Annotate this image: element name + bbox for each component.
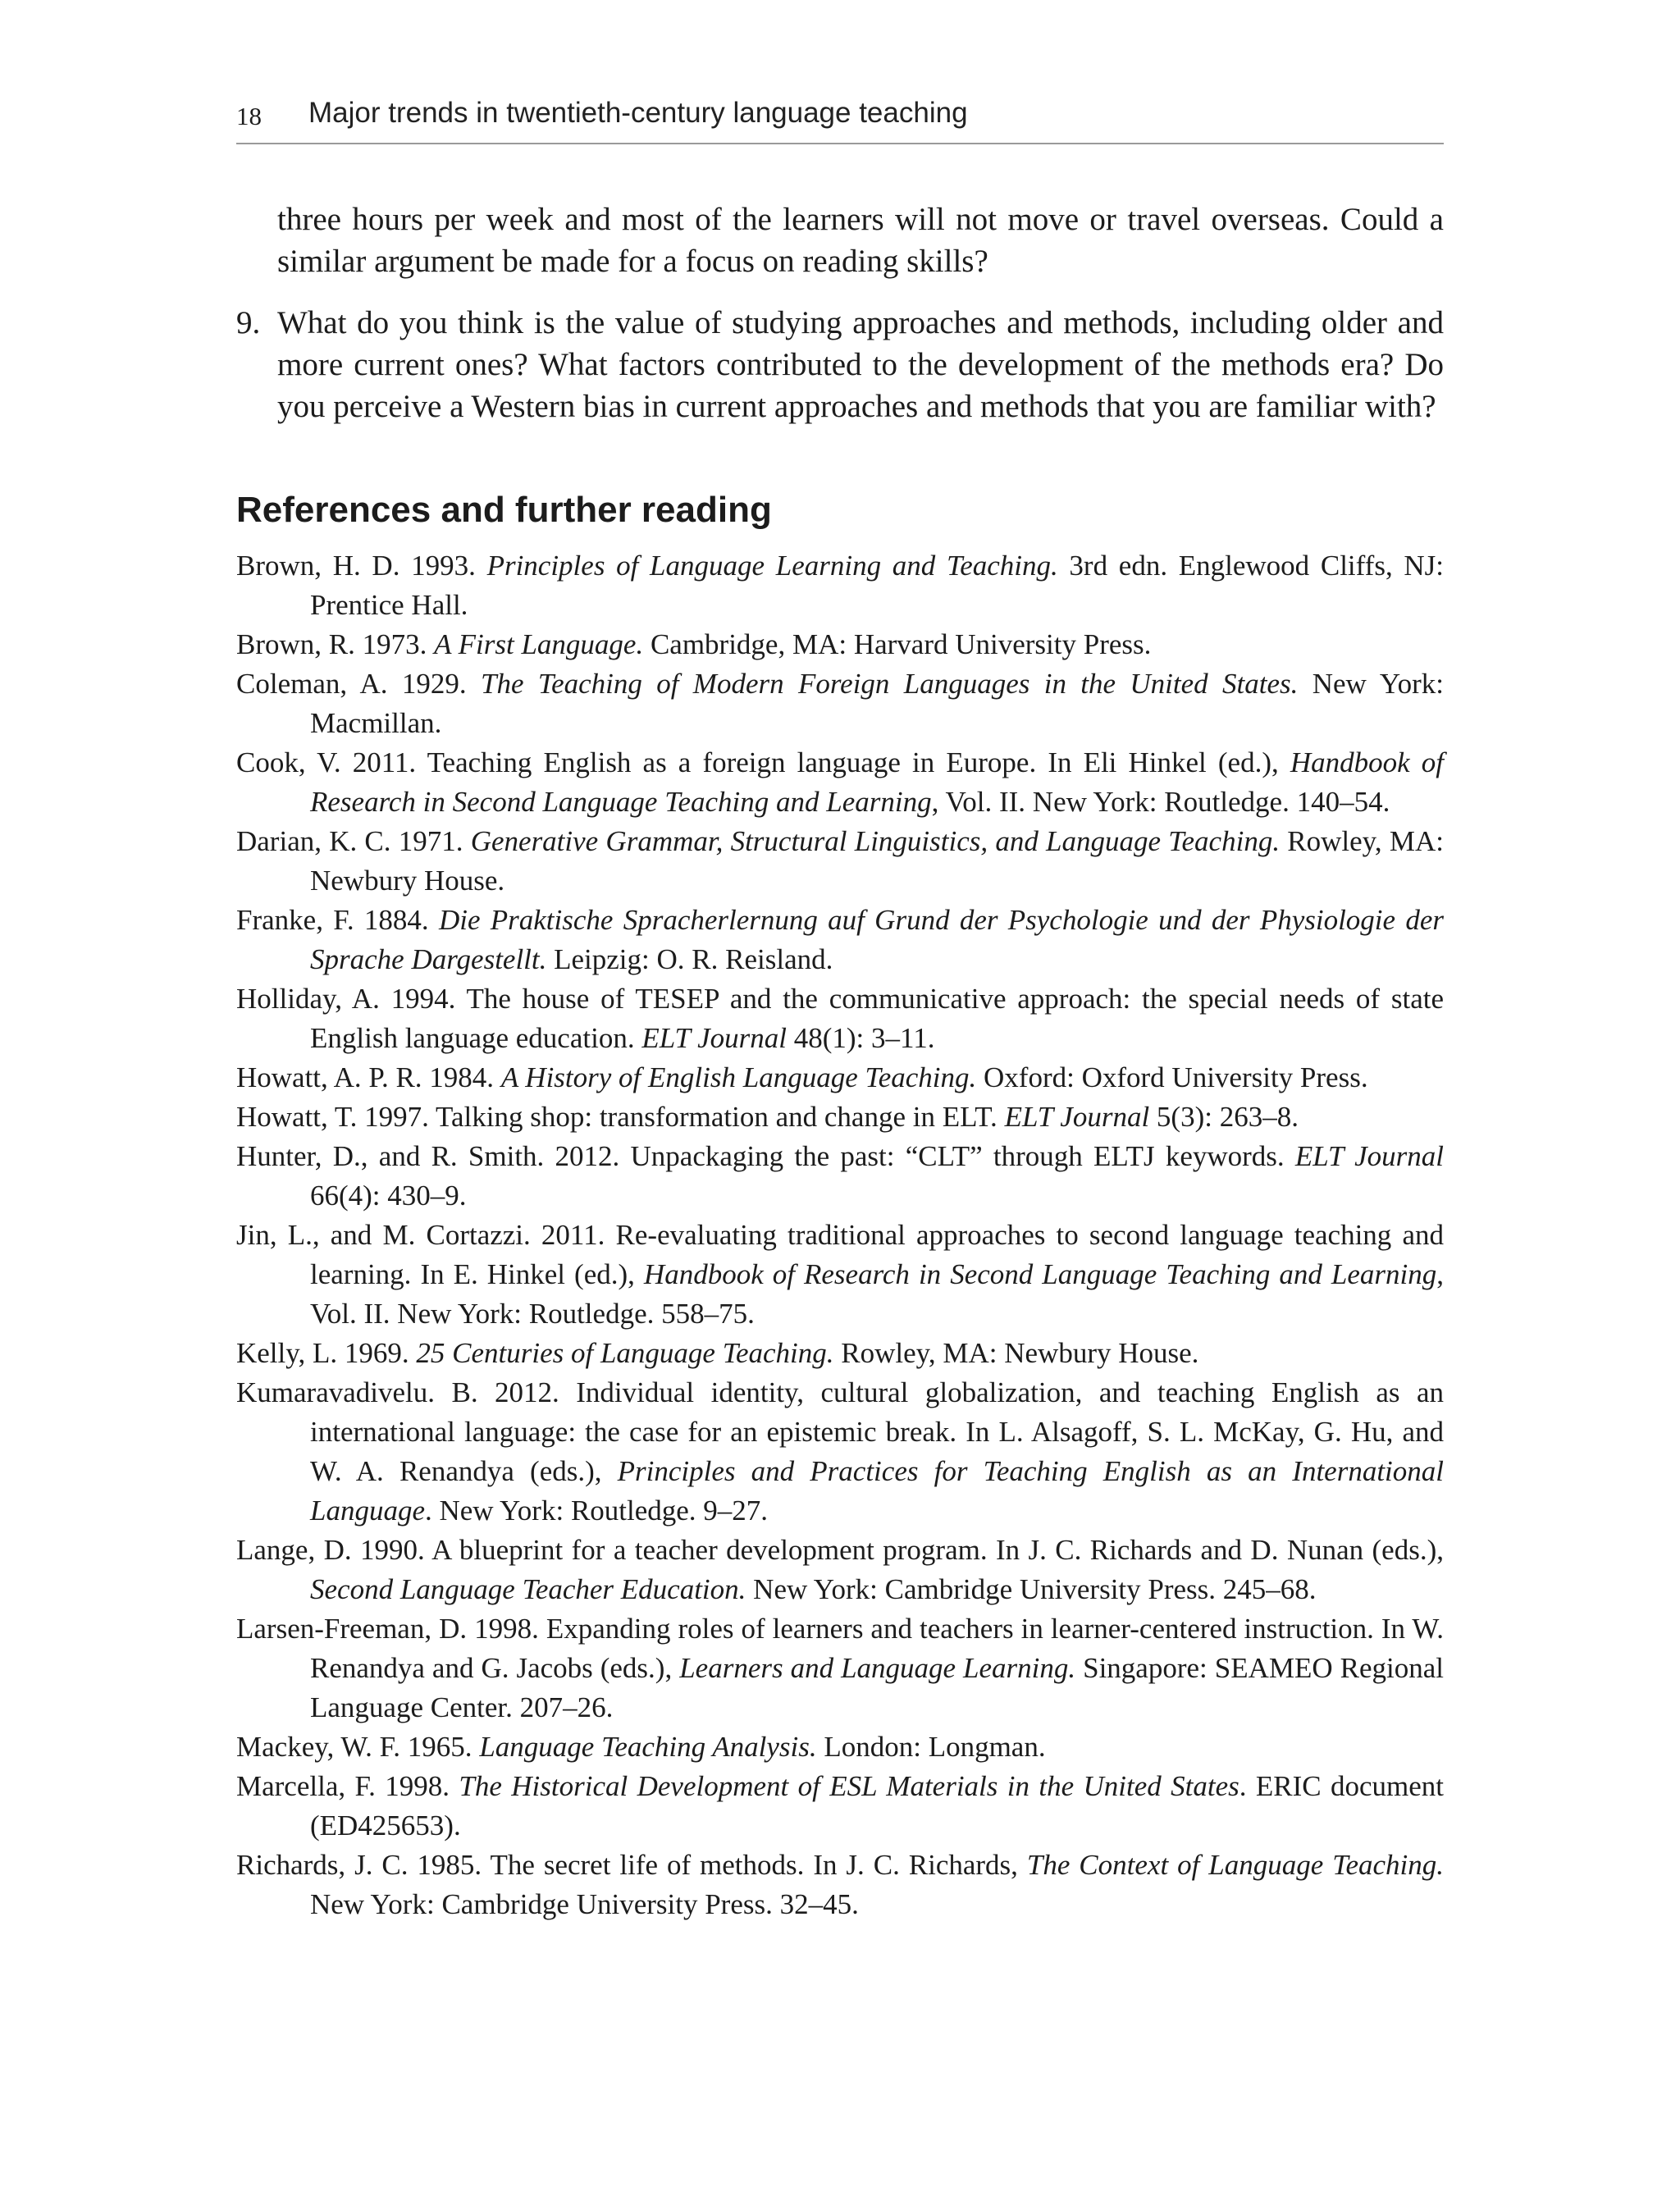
reference-text: . ERIC document (ED425653). [310, 1770, 1444, 1841]
question-continuation: three hours per week and most of the learners will not move or travel overseas. Could a similar argument be made for a focus on reading skills? [277, 202, 1444, 279]
reference-text: London: Longman. [816, 1731, 1046, 1763]
page-number: 18 [236, 102, 262, 130]
reference-text: Holliday, A. 1994. The house of TESEP and the communicative approach: the special needs of state English language education. [236, 983, 1444, 1054]
reference-text: Brown, R. 1973. [236, 628, 435, 660]
reference-entry [236, 901, 1444, 979]
running-header [236, 97, 1444, 144]
question-text: What do you think is the value of studying approaches and methods, including older and more current ones? What factors contributed to the development of the methods era? Do you perceive a Western bias in current approaches and methods that you are familiar with? [277, 305, 1444, 424]
reference-text: Darian, K. C. 1971. [236, 825, 471, 857]
reference-entry [236, 1216, 1444, 1334]
reference-text: Mackey, W. F. 1965. [236, 1731, 480, 1763]
reference-title: Generative Grammar, Structural Linguistics, and Language Teaching. [470, 825, 1281, 857]
reference-text: Rowley, MA: Newbury House. [833, 1337, 1199, 1369]
reference-text: . New York: Routledge. 9–27. [425, 1495, 769, 1527]
reference-text: 5(3): 263–8. [1149, 1101, 1299, 1133]
reference-text: Oxford: Oxford University Press. [976, 1061, 1368, 1093]
reference-text: Howatt, A. P. R. 1984. [236, 1061, 501, 1093]
reference-text: Larsen-Freeman, D. 1998. Expanding roles of learners and teachers in learner-centered instruction. In W. Renandya and G. Jacobs (eds.), [236, 1613, 1444, 1684]
reference-text: Lange, D. 1990. A blueprint for a teacher development program. In J. C. Richards and D. Nunan (eds.), [236, 1534, 1444, 1566]
reference-title: Handbook of Research in Second Language Teaching and Learning [643, 1258, 1437, 1290]
reference-entry [236, 1334, 1444, 1373]
reference-title: ELT Journal [1004, 1101, 1150, 1133]
reference-title: Language Teaching Analysis. [479, 1731, 817, 1763]
reference-text: New York: Macmillan. [310, 668, 1444, 739]
reference-title: Principles of Language Learning and Teaching. [486, 550, 1058, 582]
reference-entry [236, 1767, 1444, 1846]
reference-entry [236, 979, 1444, 1058]
reference-text: Kumaravadivelu. B. 2012. Individual identity, cultural globalization, and teaching English as an international language: the case for an epistemic break. In L. Alsagoff, S. L. McKay, G. Hu, and W. A. Renandya (eds.), [236, 1376, 1444, 1487]
reference-title: Principles and Practices for Teaching English as an International Language [310, 1455, 1444, 1527]
reference-title: The Teaching of Modern Foreign Languages in the United States. [481, 668, 1299, 700]
reference-text: 3rd edn. Englewood Cliffs, NJ: Prentice Hall. [310, 550, 1444, 621]
reference-text: Howatt, T. 1997. Talking shop: transformation and change in ELT. [236, 1101, 1005, 1133]
reference-list [236, 546, 1444, 1924]
reference-text: Marcella, F. 1998. [236, 1770, 459, 1802]
reference-entry [236, 1373, 1444, 1531]
reference-entry [236, 1058, 1444, 1098]
discussion-questions [236, 199, 1444, 427]
reference-title: Second Language Teacher Education. [310, 1573, 746, 1605]
reference-text: Hunter, D., and R. Smith. 2012. Unpackaging the past: “CLT” through ELTJ keywords. [236, 1140, 1295, 1172]
reference-title: ELT Journal [641, 1022, 787, 1054]
reference-entry [236, 1137, 1444, 1216]
reference-title: Learners and Language Learning. [679, 1652, 1076, 1684]
reference-title: 25 Centuries of Language Teaching. [416, 1337, 834, 1369]
reference-text: Singapore: SEAMEO Regional Language Center. 207–26. [310, 1652, 1444, 1723]
question-item [236, 302, 1444, 427]
reference-text: Richards, J. C. 1985. The secret life of methods. In J. C. Richards, [236, 1849, 1027, 1881]
reference-title: The Historical Development of ESL Materials in the United States [459, 1770, 1239, 1802]
reference-title: ELT Journal [1294, 1140, 1444, 1172]
reference-title: A History of English Language Teaching. [500, 1061, 977, 1093]
reference-title: Handbook of Research in Second Language Teaching and Learning [310, 746, 1444, 818]
reference-title: Die Praktische Spracherlernung auf Grund der Psychologie und der Physiologie der Sprache Dargestellt. [310, 904, 1444, 975]
reference-entry [236, 1609, 1444, 1727]
reference-text: Coleman, A. 1929. [236, 668, 481, 700]
reference-text: , Vol. II. New York: Routledge. 558–75. [310, 1258, 1444, 1330]
running-title: Major trends in twentieth-century language teaching [308, 97, 968, 129]
reference-text: 48(1): 3–11. [786, 1022, 935, 1054]
reference-entry [236, 625, 1444, 664]
reference-title: The Context of Language Teaching. [1026, 1849, 1445, 1881]
reference-text: Rowley, MA: Newbury House. [310, 825, 1444, 897]
reference-text: New York: Cambridge University Press. 32–45. [310, 1888, 859, 1920]
reference-entry [236, 1098, 1444, 1137]
reference-entry [236, 822, 1444, 901]
reference-text: , Vol. II. New York: Routledge. 140–54. [931, 786, 1390, 818]
reference-text: Kelly, L. 1969. [236, 1337, 417, 1369]
reference-text: 66(4): 430–9. [310, 1180, 467, 1212]
reference-text: Leipzig: O. R. Reisland. [546, 943, 833, 975]
reference-entry [236, 1846, 1444, 1924]
reference-text: Brown, H. D. 1993. [236, 550, 487, 582]
reference-entry [236, 743, 1444, 822]
question-number: 9. [236, 305, 261, 340]
references-heading: References and further reading [236, 490, 772, 530]
reference-text: Jin, L., and M. Cortazzi. 2011. Re-evaluating traditional approaches to second language teaching and learning. In E. Hinkel (ed.), [236, 1219, 1444, 1290]
reference-text: New York: Cambridge University Press. 245–68. [746, 1573, 1317, 1605]
reference-entry [236, 546, 1444, 625]
reference-entry [236, 1727, 1444, 1767]
reference-text: Cambridge, MA: Harvard University Press. [643, 628, 1152, 660]
reference-entry [236, 664, 1444, 743]
reference-text: Cook, V. 2011. Teaching English as a foreign language in Europe. In Eli Hinkel (ed.), [236, 746, 1290, 778]
reference-entry [236, 1531, 1444, 1609]
reference-title: A First Language. [434, 628, 644, 660]
reference-text: Franke, F. 1884. [236, 904, 439, 936]
